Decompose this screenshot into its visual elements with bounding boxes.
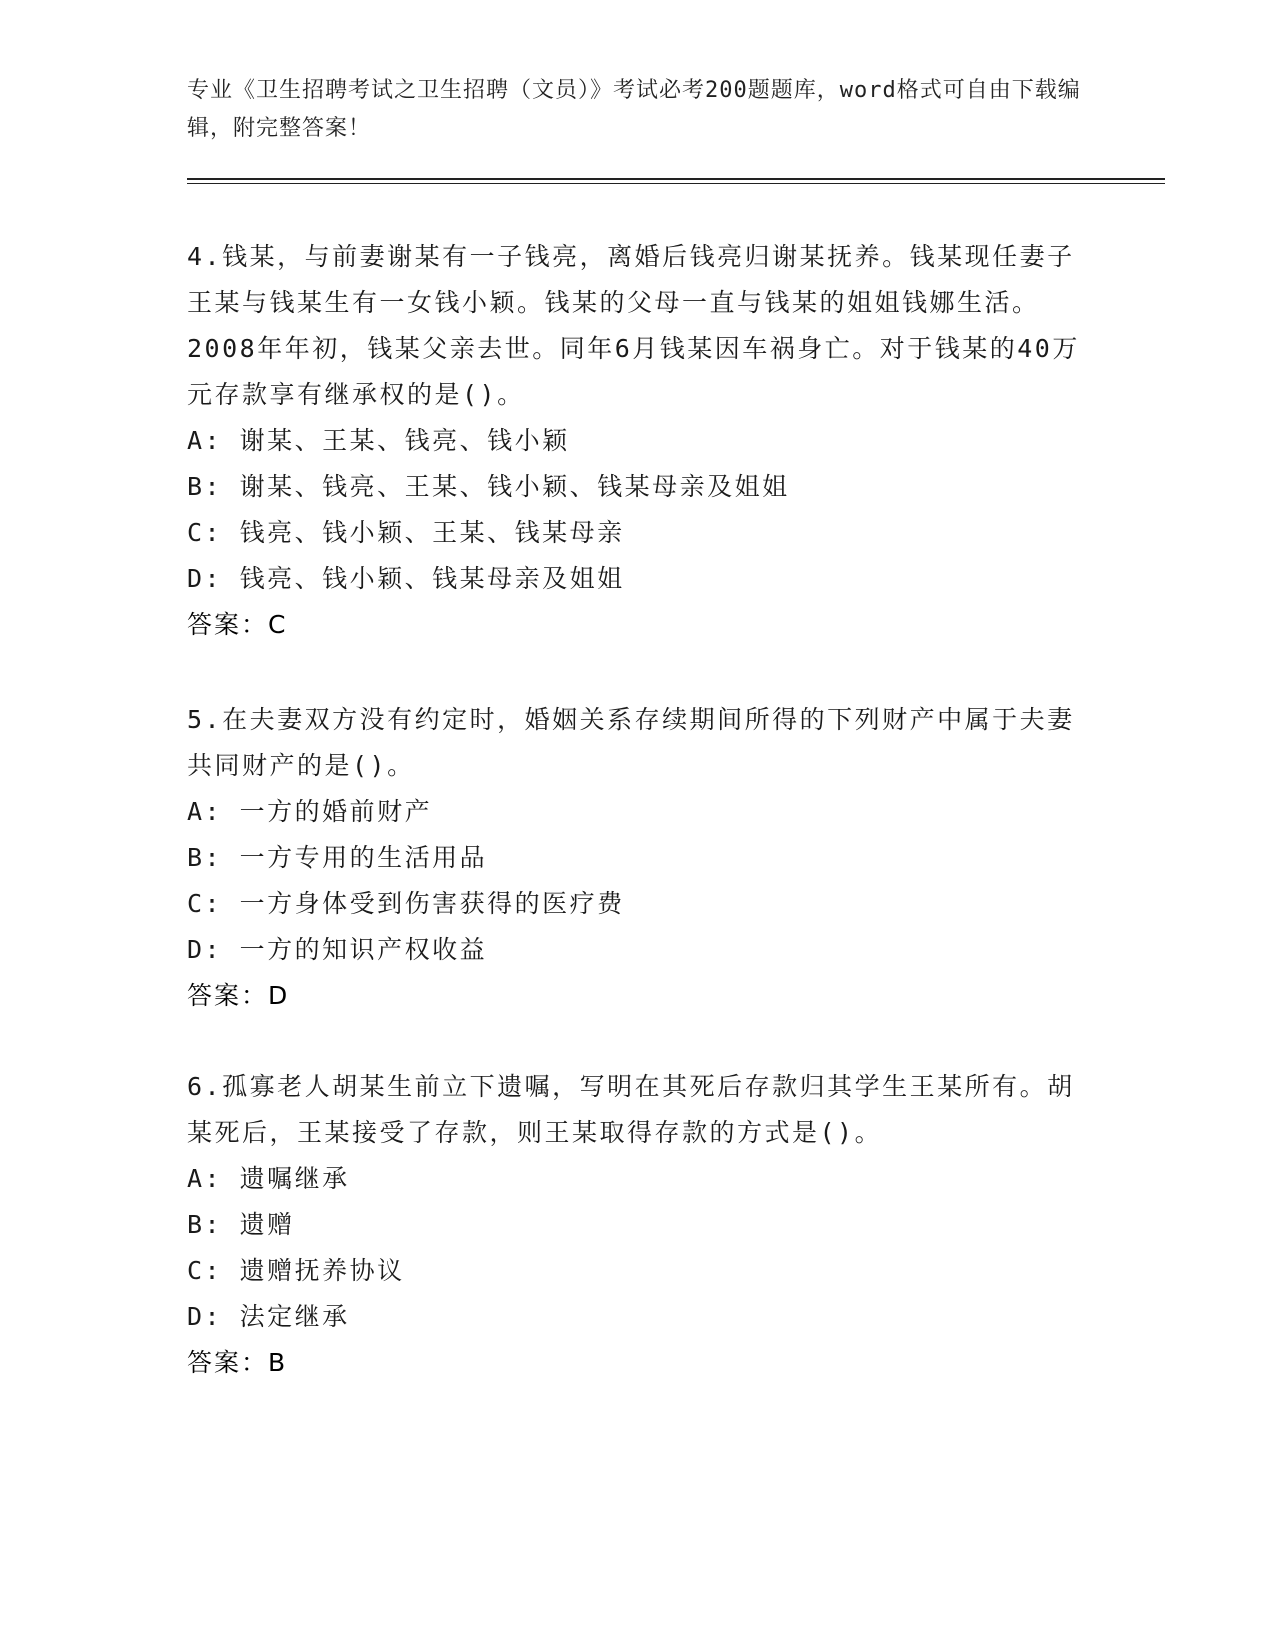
option-d: D: 法定继承	[187, 1302, 350, 1331]
question-text: 4.钱某，与前妻谢某有一子钱亮，离婚后钱亮归谢某抚养。钱某现任妻子王某与钱某生有一女钱小颖。钱某的父母一直与钱某的姐姐钱娜生活。2008年年初，钱某父亲去世。同年6月钱某因车祸身亡。对于钱某的40万元存款享有继承权的是()。	[187, 242, 1080, 409]
header-intro-text: 专业《卫生招聘考试之卫生招聘（文员）》考试必考200题题库，word格式可自由下载编辑，附完整答案！	[187, 78, 1081, 141]
question-block	[187, 234, 1087, 648]
document-header	[187, 72, 1087, 148]
answer-line: 答案：B	[187, 1348, 288, 1377]
option-c: C: 遗赠抚养协议	[187, 1256, 405, 1285]
option-b: B: 遗赠	[187, 1210, 295, 1239]
answer-line: 答案：C	[187, 610, 288, 639]
question-block	[187, 1064, 1087, 1386]
option-d: D: 一方的知识产权收益	[187, 935, 488, 964]
answer-line: 答案：D	[187, 981, 290, 1010]
question-text: 5.在夫妻双方没有约定时，婚姻关系存续期间所得的下列财产中属于夫妻共同财产的是()。	[187, 705, 1075, 780]
header-divider-top	[187, 178, 1165, 180]
option-a: A: 一方的婚前财产	[187, 797, 433, 826]
question-block	[187, 697, 1087, 1019]
option-c: C: 钱亮、钱小颖、王某、钱某母亲	[187, 518, 625, 547]
option-b: B: 一方专用的生活用品	[187, 843, 488, 872]
option-a: A: 遗嘱继承	[187, 1164, 350, 1193]
header-divider-bottom	[187, 183, 1165, 184]
option-c: C: 一方身体受到伤害获得的医疗费	[187, 889, 625, 918]
option-d: D: 钱亮、钱小颖、钱某母亲及姐姐	[187, 564, 625, 593]
question-text: 6.孤寡老人胡某生前立下遗嘱，写明在其死后存款归其学生王某所有。胡某死后，王某接受了存款，则王某取得存款的方式是()。	[187, 1072, 1075, 1147]
option-a: A: 谢某、王某、钱亮、钱小颖	[187, 426, 570, 455]
option-b: B: 谢某、钱亮、王某、钱小颖、钱某母亲及姐姐	[187, 472, 790, 501]
